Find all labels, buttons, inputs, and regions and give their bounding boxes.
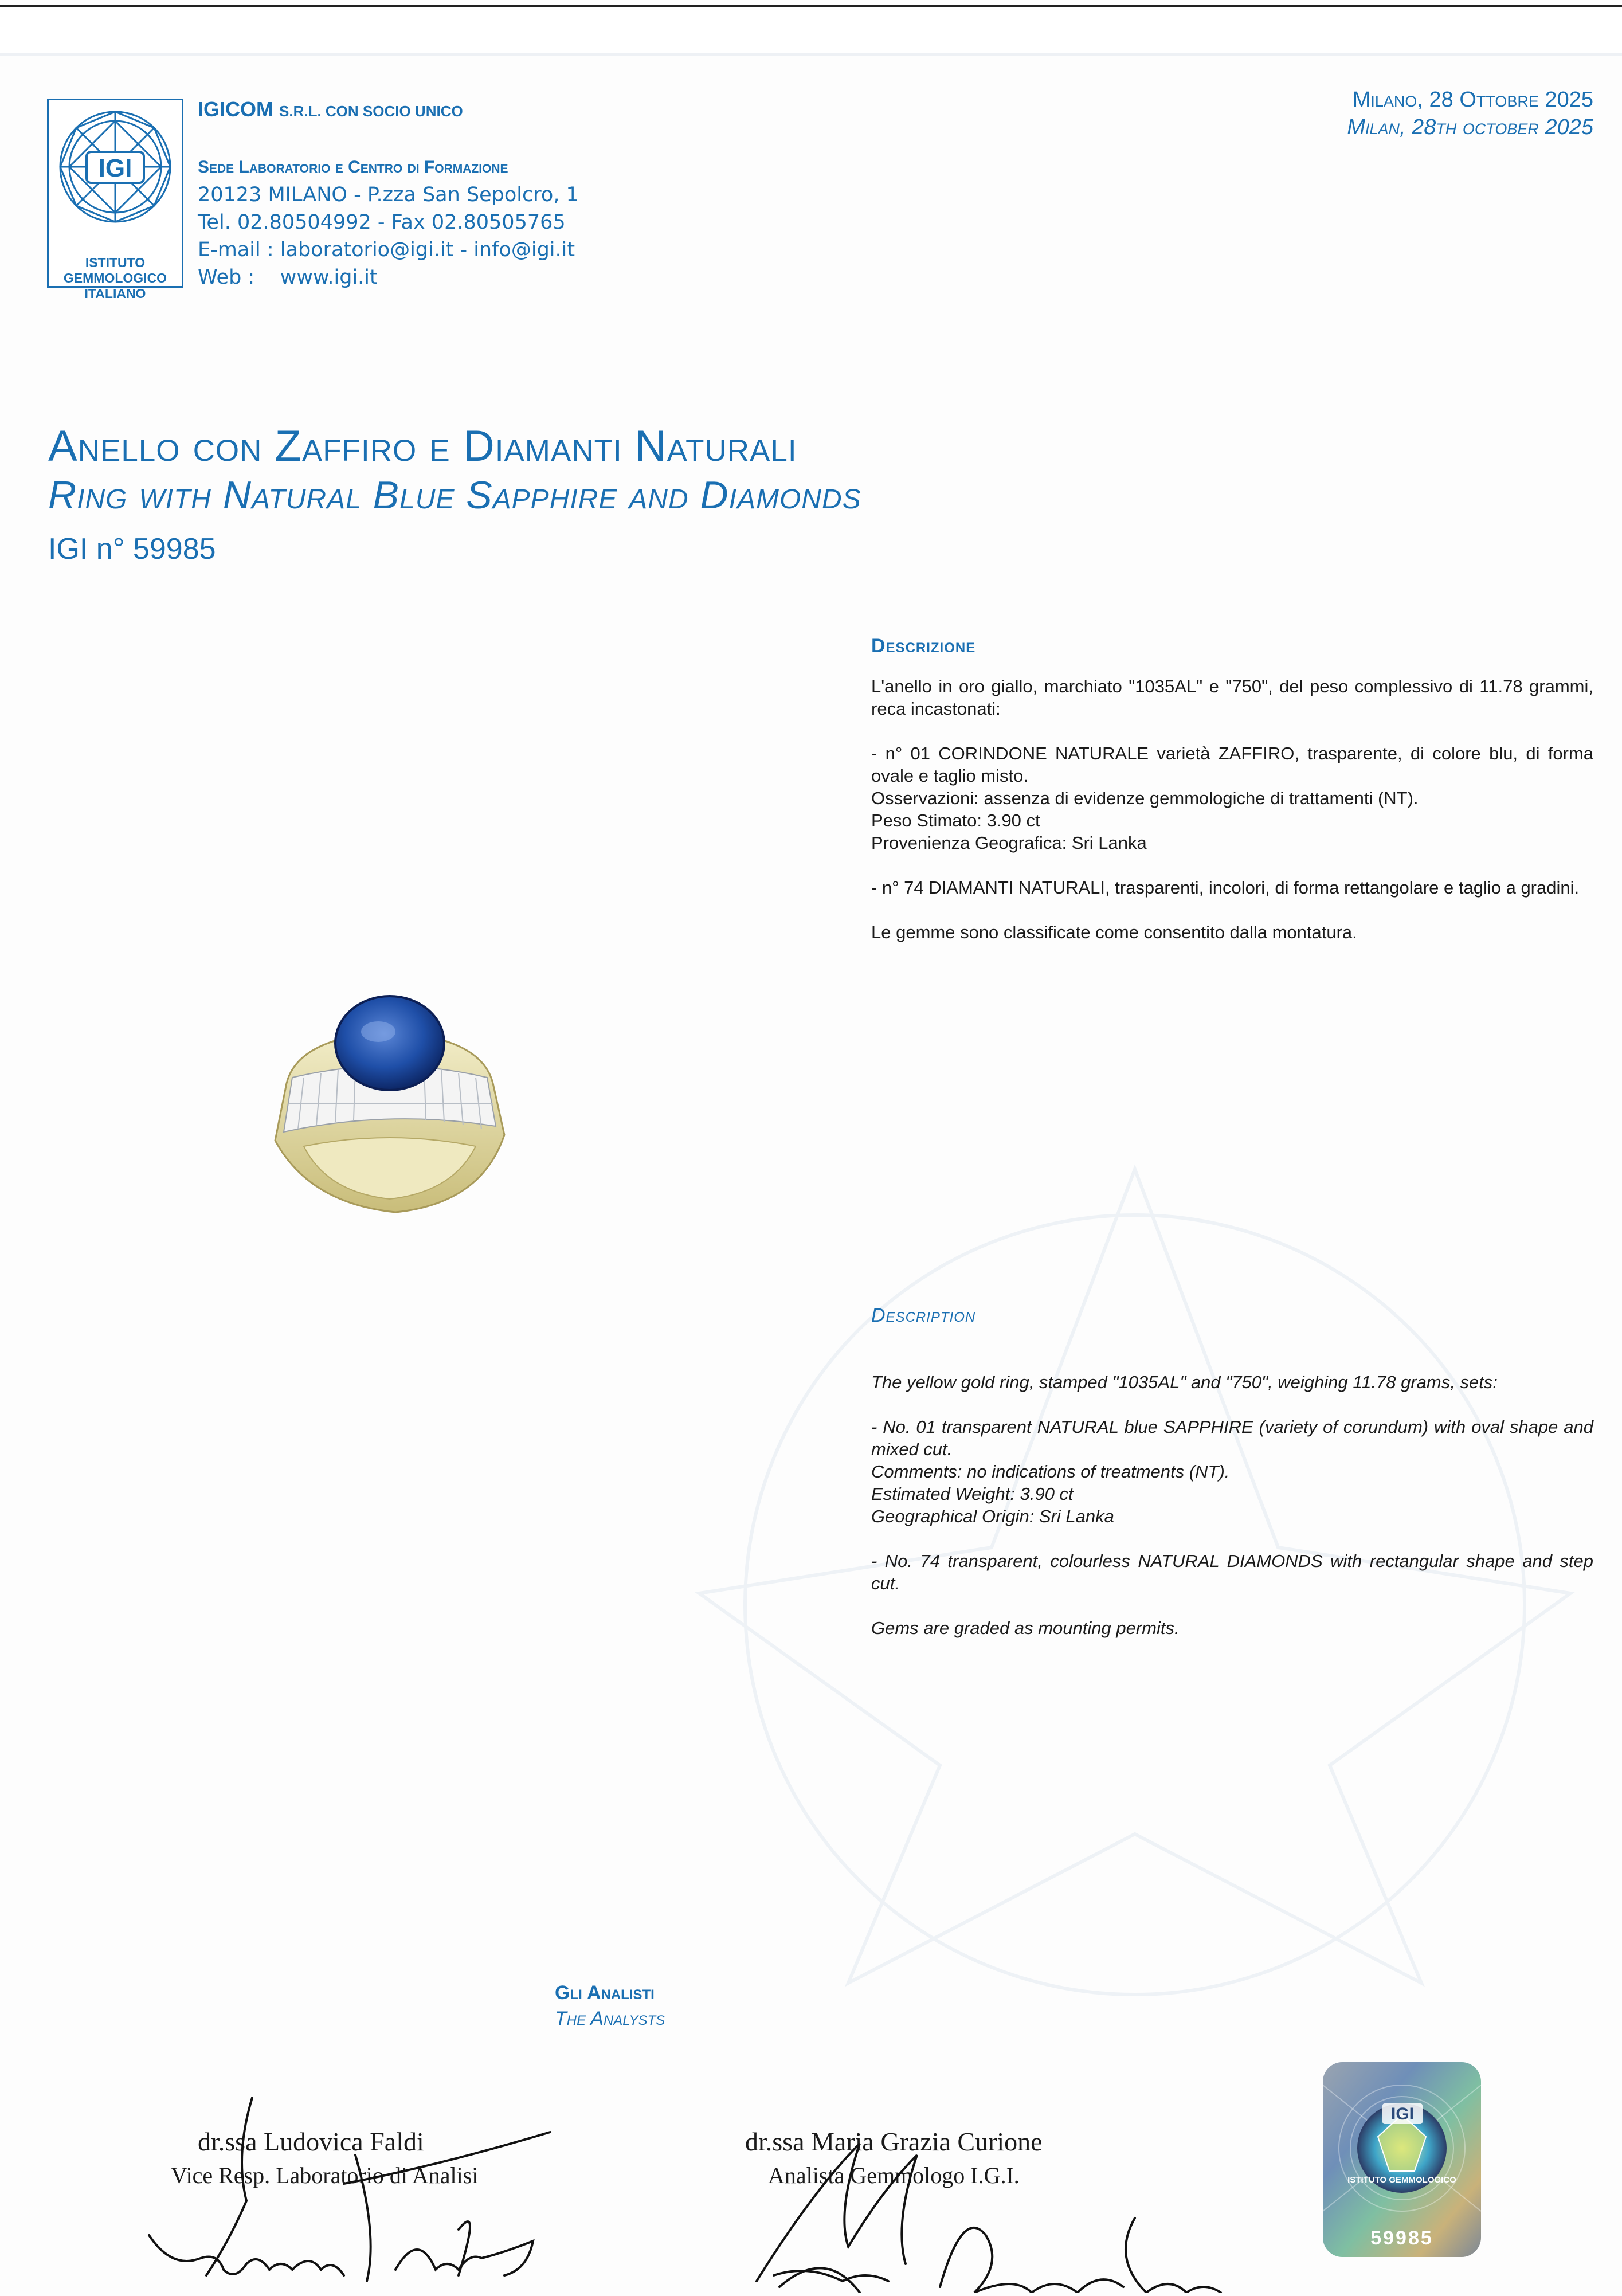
descrizione-osservazioni: Osservazioni: assenza di evidenze gemmologiche di trattamenti (NT). [871,788,1419,808]
hologram-logo-text: IGI [1390,2105,1415,2123]
hologram-graphic [1323,2062,1481,2257]
igi-number: IGI n° 59985 [48,532,216,566]
certificate-date [1347,86,1593,141]
analysts-heading [555,1982,665,2030]
descrizione-intro: L'anello in oro giallo, marchiato "1035AL" e "750", del peso complessivo di 11.78 grammi, reca incastonati: [871,676,1593,719]
ring-photo [264,986,516,1215]
analyst-2-name: dr.ssa Maria Grazia Curione [745,2127,1043,2156]
company-address [198,154,579,291]
phone-line: Tel. 02.80504992 - Fax 02.80505765 [198,211,566,234]
descrizione-body [871,675,1593,966]
email-line: E-mail : laboratorio@igi.it - info@igi.it [198,238,575,261]
web-line: Web : www.igi.it [198,266,378,289]
description-origin: Geographical Origin: Sri Lanka [871,1506,1114,1526]
company-suffix: S.R.L. CON SOCIO UNICO [279,103,463,120]
analysts-heading-italian: Gli Analisti [555,1982,655,2004]
description-comments: Comments: no indications of treatments (NT). [871,1462,1230,1482]
descrizione-provenienza: Provenienza Geografica: Sri Lanka [871,833,1147,853]
analyst-2-signature [745,2121,1227,2293]
description-item-diamonds: - No. 74 transparent, colourless NATURAL DIAMONDS with rectangular shape and step cut. [871,1551,1593,1593]
scan-edge-line [0,5,1622,7]
analyst-2-role: Analista Gemmologo I.G.I. [768,2162,1020,2188]
analyst-1-signature [138,2086,573,2293]
company-name [198,97,463,122]
title-english: Ring with Natural Blue Sapphire and Diamonds [48,473,861,517]
analyst-1-name: dr.ssa Ludovica Faldi [198,2127,424,2156]
description-weight: Estimated Weight: 3.90 ct [871,1484,1074,1504]
descrizione-item-sapphire: - n° 01 CORINDONE NATURALE varietà ZAFFIRO, trasparente, di colore blu, di forma ovale e taglio misto. [871,743,1593,786]
hologram-number: 59985 [1370,2227,1433,2249]
date-english: Milan, 28th october 2025 [1347,115,1593,139]
igi-diamond-emblem [57,108,174,225]
address-line: 20123 MILANO - P.zza San Sepolcro, 1 [198,183,579,206]
description-note: Gems are graded as mounting permits. [871,1618,1180,1638]
descrizione-peso: Peso Stimato: 3.90 ct [871,810,1040,830]
descrizione-heading: Descrizione [871,635,976,657]
description-body [871,1371,1593,1662]
logo-caption-line-1: ISTITUTO [85,255,146,270]
descrizione-note: Le gemme sono classificate come consentito dalla montatura. [871,922,1357,942]
title-italian: Anello con Zaffiro e Diamanti Naturali [48,422,797,471]
analyst-1-role: Vice Resp. Laboratorio di Analisi [171,2162,479,2188]
logo-caption [49,255,182,301]
date-italian: Milano, 28 Ottobre 2025 [1352,88,1593,112]
company-title: IGICOM [198,97,273,121]
description-heading: Description [871,1304,976,1326]
igi-logo [47,99,183,301]
logo-caption-line-2: GEMMOLOGICO [63,271,167,285]
logo-text: IGI [98,154,132,182]
hologram-caption: ISTITUTO GEMMOLOGICO [1347,2175,1456,2185]
analysts-heading-english: The Analysts [555,2008,665,2029]
description-item-sapphire: - No. 01 transparent NATURAL blue SAPPHIRE (variety of corundum) with oval shape and mixed cut. [871,1417,1593,1459]
logo-caption-line-3: ITALIANO [84,286,146,301]
hologram-seal [1323,2062,1481,2257]
description-intro: The yellow gold ring, stamped "1035AL" and "750", weighing 11.78 grams, sets: [871,1372,1498,1392]
descrizione-item-diamonds: - n° 74 DIAMANTI NATURALI, trasparenti, incolori, di forma rettangolare e taglio a gradini. [871,877,1580,898]
scan-top-margin [0,0,1622,53]
address-title: Sede Laboratorio e Centro di Formazione [198,158,508,177]
